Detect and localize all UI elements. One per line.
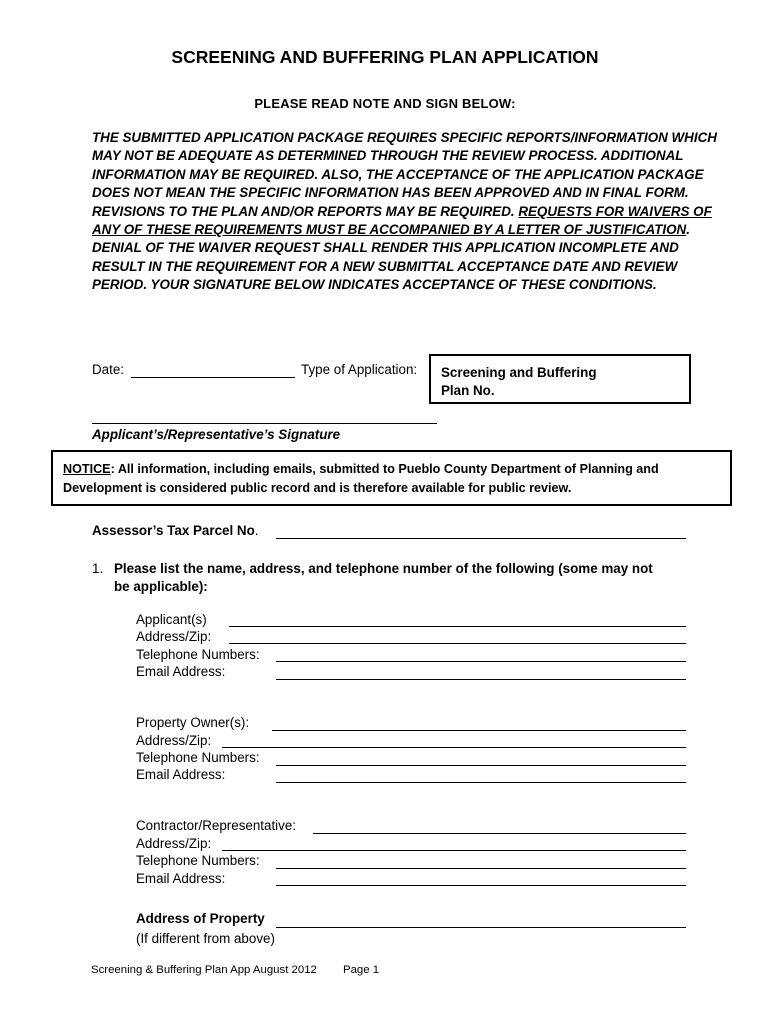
type-box-line1: Screening and Buffering (441, 365, 597, 380)
note-part2: . DENIAL OF THE WAIVER REQUEST SHALL RENDER THIS APPLICATION INCOMPLETE AND RESULT IN THE REQUIREMENT FOR A NEW SUBMITTAL ACCEPTANCE DATE AND REVIEW PERIOD. YOUR SIGNATURE BELOW INDICATES ACCEPTANCE OF THESE CONDITIONS. (92, 222, 690, 293)
question-number: 1. (92, 561, 104, 576)
parcel-label-period: . (254, 523, 259, 538)
signature-label: Applicant’s/Representative’s Signature (92, 427, 341, 442)
owner-phone-line[interactable] (276, 765, 686, 766)
type-of-application-box (429, 354, 691, 404)
question-text-line1: Please list the name, address, and telephone number of the following (some may not (114, 561, 653, 576)
contractor-email-label: Email Address: (136, 871, 226, 886)
note-underlined: REQUESTS FOR WAIVERS OF ANY OF THESE REQUIREMENTS MUST BE ACCOMPANIED BY A LETTER OF JUSTIFICATION (92, 203, 712, 238)
notice-body: All information, including emails, submitted to Pueblo County Department of Planning and Development is considered public record and is therefore available for public review. (63, 462, 659, 495)
parcel-input-line[interactable] (276, 538, 686, 539)
applicant-email-line[interactable] (276, 679, 686, 680)
type-box-line2: Plan No. (441, 383, 495, 398)
contractor-phone-line[interactable] (276, 868, 686, 869)
contractor-address-label: Address/Zip: (136, 836, 212, 851)
owner-name-label: Property Owner(s): (136, 715, 250, 730)
owner-phone-label: Telephone Numbers: (136, 750, 260, 765)
applicant-address-label: Address/Zip: (136, 629, 212, 644)
date-input-line[interactable] (131, 377, 295, 378)
contractor-name-label: Contractor/Representative: (136, 818, 297, 833)
owner-address-line[interactable] (222, 747, 686, 748)
contractor-email-line[interactable] (276, 885, 686, 886)
owner-email-line[interactable] (276, 782, 686, 783)
applicant-email-label: Email Address: (136, 664, 226, 679)
notice-heading: NOTICE (63, 462, 111, 476)
note-part1: THE SUBMITTED APPLICATION PACKAGE REQUIRES SPECIFIC REPORTS/INFORMATION WHICH MAY NOT BE ADEQUATE AS DETERMINED THROUGH THE REVIEW PROCESS. ADDITIONAL INFORMATION MAY BE REQUIRED. ALSO, THE ACCEPTANCE OF THE APPLICATION PACKAGE DOES NOT MEAN THE SPECIFIC INFORMATION HAS BEEN APPROVED AND IN FINAL FORM. REVISIONS TO THE PLAN AND/OR REPORTS MAY BE REQUIRED. (92, 130, 717, 219)
applicant-name-line[interactable] (229, 626, 686, 627)
page-subtitle: PLEASE READ NOTE AND SIGN BELOW: (254, 96, 516, 111)
property-address-line[interactable] (276, 927, 686, 928)
footer-page-number: Page 1 (343, 964, 380, 976)
parcel-label-text: Assessor’s Tax Parcel No (92, 523, 255, 538)
type-of-application-value (441, 364, 597, 400)
property-address-note: (If different from above) (136, 931, 275, 946)
notice-box (51, 450, 732, 506)
conditions-note (92, 129, 717, 295)
parcel-label (92, 523, 259, 538)
notice-text (63, 460, 727, 497)
applicant-phone-line[interactable] (276, 661, 686, 662)
contractor-address-line[interactable] (222, 850, 686, 851)
question-text-line2: be applicable): (114, 579, 208, 594)
property-address-label: Address of Property (136, 911, 265, 926)
applicant-name-label: Applicant(s) (136, 612, 207, 627)
applicant-address-line[interactable] (229, 643, 686, 644)
owner-name-line[interactable] (272, 730, 686, 731)
page-title: SCREENING AND BUFFERING PLAN APPLICATION (171, 47, 599, 67)
notice-colon: : (110, 462, 115, 476)
applicant-phone-label: Telephone Numbers: (136, 647, 260, 662)
type-of-application-label: Type of Application: (301, 362, 418, 377)
signature-line[interactable] (92, 423, 437, 424)
owner-email-label: Email Address: (136, 767, 226, 782)
footer-form-id: Screening & Buffering Plan App August 2012 (91, 964, 317, 976)
contractor-phone-label: Telephone Numbers: (136, 853, 260, 868)
date-label: Date: (92, 362, 125, 377)
contractor-name-line[interactable] (313, 833, 686, 834)
owner-address-label: Address/Zip: (136, 733, 212, 748)
